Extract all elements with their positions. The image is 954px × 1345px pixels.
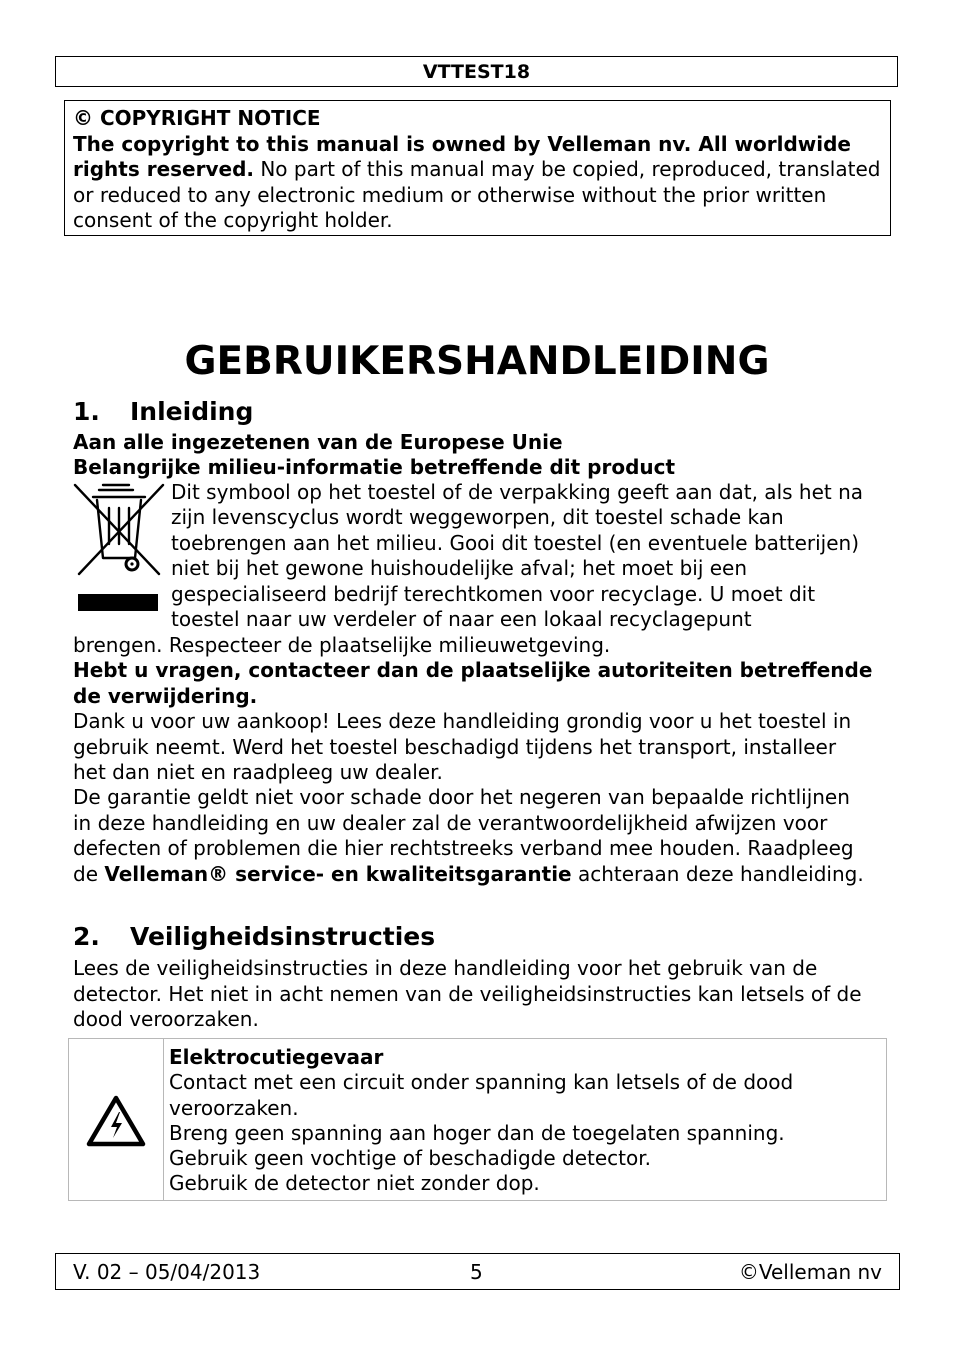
table-divider xyxy=(163,1039,164,1200)
section-1-number: 1. xyxy=(73,397,100,426)
copyright-heading: © COPYRIGHT NOTICE xyxy=(73,106,321,130)
section-1-sub2: Belangrijke milieu-informatie betreffende dit product xyxy=(73,455,676,479)
crossed-out-bin-icon xyxy=(73,482,165,614)
warranty-text xyxy=(73,785,873,887)
section-1-heading xyxy=(73,396,253,428)
warning-line: Breng geen spanning aan hoger dan de toegelaten spanning. xyxy=(169,1120,785,1145)
footer-page-number: 5 xyxy=(470,1260,483,1284)
copyright-body xyxy=(73,132,882,234)
warning-table xyxy=(68,1038,887,1201)
warning-title: Elektrocutiegevaar xyxy=(169,1045,384,1069)
footer-version: V. 02 – 05/04/2013 xyxy=(73,1260,261,1284)
copyright-bold-text: The copyright to this manual is owned by Velleman nv. All worldwide rights reserved. xyxy=(73,131,851,181)
section-2-heading xyxy=(73,921,435,953)
warning-line: Gebruik de detector niet zonder dop. xyxy=(169,1171,540,1196)
section-2-title: Veiligheidsinstructies xyxy=(130,922,436,951)
footer-owner: ©Velleman nv xyxy=(738,1260,882,1284)
warranty-post: achteraan deze handleiding. xyxy=(571,861,864,886)
page-title: GEBRUIKERSHANDLEIDING xyxy=(184,339,770,384)
page-footer xyxy=(55,1253,900,1290)
safety-intro: Lees de veiligheidsinstructies in deze handleiding voor het gebruik van de detector. Het niet in acht nemen van de veiligheidsinstructies kan letsels of de dood veroorzaken. xyxy=(73,956,862,1031)
warning-line: Contact met een circuit onder spanning kan letsels of de dood veroorzaken. xyxy=(169,1070,794,1120)
weee-text-continued: brengen. Respecteer de plaatselijke milieuwetgeving. xyxy=(73,633,611,657)
header-model: VTTEST18 xyxy=(55,56,898,87)
copyright-text: No part of this manual may be copied, reproduced, translated or reduced to any electronic medium or otherwise without the prior written consent of the copyright holder. xyxy=(73,157,881,232)
disposal-questions: Hebt u vragen, contacteer dan de plaatselijke autoriteiten betreffende de verwijdering. xyxy=(73,658,873,708)
warranty-pre: De garantie geldt niet voor schade door het negeren van bepaalde richtlijnen in deze handleiding en uw dealer zal de verantwoordelijkheid afwijzen voor defecten of problemen die hier rechtstreeks verband mee houden. Raadpleeg de xyxy=(73,785,854,886)
section-1-sub1: Aan alle ingezetenen van de Europese Unie xyxy=(73,430,563,454)
thanks-text: Dank u voor uw aankoop! Lees deze handleiding grondig voor u het toestel in gebruik neemt. Werd het toestel beschadigd tijdens het transport, installeer het dan niet en raadpleeg uw dealer. xyxy=(73,709,852,784)
electric-hazard-icon xyxy=(86,1095,146,1147)
warning-content xyxy=(169,1045,869,1197)
copyright-notice xyxy=(64,100,891,236)
section-1-title: Inleiding xyxy=(130,397,254,426)
section-2-number: 2. xyxy=(73,922,100,951)
weee-text: Dit symbool op het toestel of de verpakking geeft aan dat, als het na zijn levenscyclus wordt weggeworpen, dit toestel schade kan toebrengen aan het milieu. Gooi dit toestel (en eventuele batterijen) niet bij het gewone huishoudelijke afval; het moet bij een gespecialiseerd bedrijf terechtkomen voor recyclage. U moet dit toestel naar uw verdeler of naar een lokaal recyclagepunt xyxy=(171,480,864,632)
warning-line: Gebruik geen vochtige of beschadigde detector. xyxy=(169,1146,651,1171)
warranty-bold: Velleman® service- en kwaliteitsgarantie xyxy=(104,861,572,886)
